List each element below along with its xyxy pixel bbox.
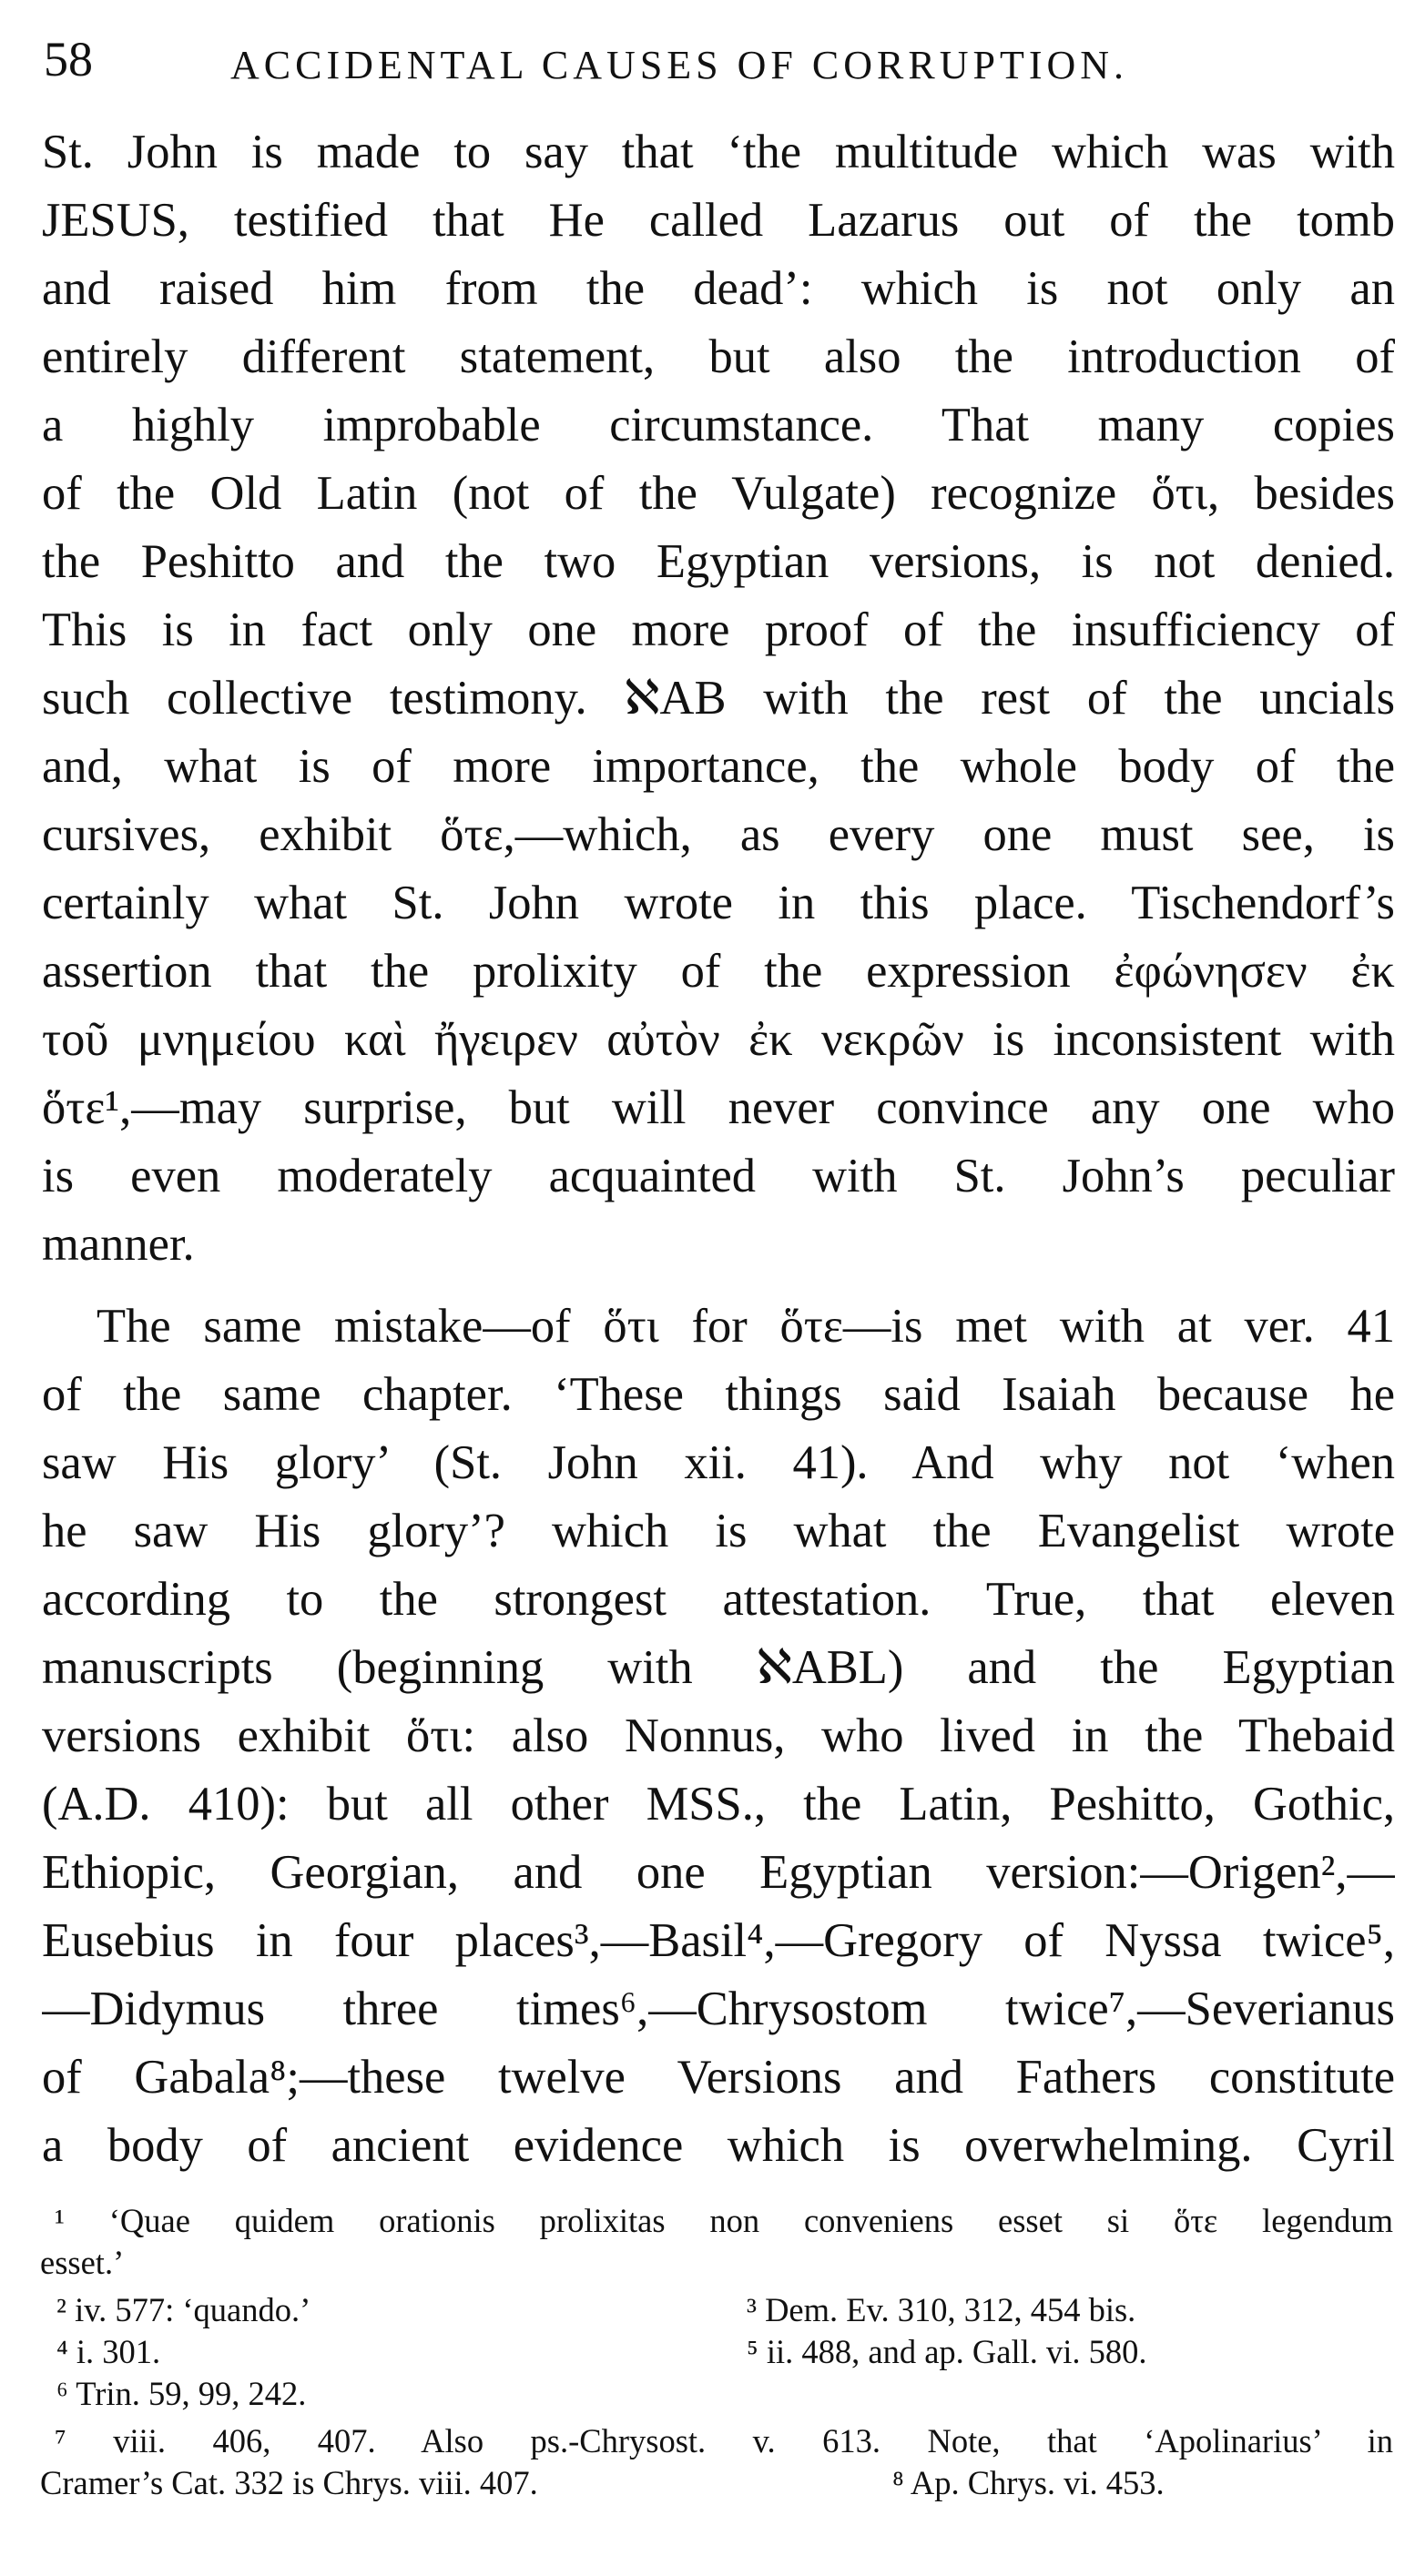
- footnote-3: ³ Dem. Ev. 310, 312, 454 bis.: [747, 2291, 1136, 2328]
- body-line: St. John is made to say that ‘the multitude which was with: [42, 126, 1395, 178]
- body-line: of Gabala⁸;—these twelve Versions and Fathers constitute: [42, 2051, 1395, 2104]
- body-line: assertion that the prolixity of the expression ἐφώνησεν ἐκ: [42, 945, 1395, 998]
- body-line: ὅτε¹,—may surprise, but will never convince any one who: [42, 1081, 1395, 1134]
- body-line: is even moderately acquainted with St. John’s peculiar: [42, 1150, 1395, 1202]
- footnote-1-continued: esset.’: [40, 2244, 125, 2281]
- body-line: according to the strongest attestation. True, that eleven: [42, 1573, 1395, 1626]
- footnote-5: ⁵ ii. 488, and ap. Gall. vi. 580.: [747, 2333, 1147, 2370]
- body-line: and, what is of more importance, the whole body of the: [42, 740, 1395, 793]
- page-header: [44, 20, 1391, 102]
- body-line: a body of ancient evidence which is overwhelming. Cyril: [42, 2119, 1395, 2172]
- body-line: Eusebius in four places³,—Basil⁴,—Gregory of Nyssa twice⁵,: [42, 1914, 1395, 1967]
- footnote-2: ² iv. 577: ‘quando.’: [56, 2291, 311, 2328]
- body-line: —Didymus three times⁶,—Chrysostom twice⁷,—Severianus: [42, 1983, 1395, 2035]
- footnote-6: ⁶ Trin. 59, 99, 242.: [56, 2375, 307, 2412]
- body-line: cursives, exhibit ὅτε,—which, as every one must see, is: [42, 808, 1395, 861]
- page-number: 58: [44, 32, 93, 86]
- body-line: (A.D. 410): but all other MSS., the Latin, Peshitto, Gothic,: [42, 1778, 1395, 1831]
- body-line: saw His glory’ (St. John xii. 41). And why not ‘when: [42, 1436, 1395, 1489]
- footnote-1: ¹ ‘Quae quidem orationis prolixitas non conveniens esset si ὅτε legendum: [55, 2202, 1393, 2239]
- body-line: and raised him from the dead’: which is not only an: [42, 262, 1395, 315]
- footnote-4: ⁴ i. 301.: [56, 2333, 161, 2370]
- body-line: of the Old Latin (not of the Vulgate) recognize ὅτι, besides: [42, 467, 1395, 520]
- body-line: such collective testimony. ℵAB with the rest of the uncials: [42, 672, 1395, 725]
- body-line: The same mistake—of ὅτι for ὅτε—is met with at ver. 41: [97, 1300, 1395, 1353]
- body-line: JESUS, testified that He called Lazarus out of the tomb: [42, 194, 1395, 247]
- body-line: τοῦ μνημείου καὶ ἤγειρεν αὐτὸν ἐκ νεκρῶν is inconsistent with: [42, 1013, 1395, 1066]
- body-line: manner.: [42, 1218, 195, 1271]
- body-line: manuscripts (beginning with ℵABL) and the Egyptian: [42, 1641, 1395, 1694]
- body-line: entirely different statement, but also the introduction of: [42, 330, 1395, 383]
- body-line: versions exhibit ὅτι: also Nonnus, who lived in the Thebaid: [42, 1709, 1395, 1762]
- body-line: he saw His glory’? which is what the Evangelist wrote: [42, 1505, 1395, 1557]
- body-line: certainly what St. John wrote in this place. Tischendorf’s: [42, 877, 1395, 929]
- body-line: the Peshitto and the two Egyptian versions, is not denied.: [42, 535, 1395, 588]
- body-line: This is in fact only one more proof of the insufficiency of: [42, 603, 1395, 656]
- body-line: Ethiopic, Georgian, and one Egyptian version:—Origen²,—: [42, 1846, 1395, 1899]
- body-line: a highly improbable circumstance. That many copies: [42, 399, 1395, 451]
- footnote-7-continued: Cramer’s Cat. 332 is Chrys. viii. 407.: [40, 2464, 538, 2501]
- footnote-7: ⁷ viii. 406, 407. Also ps.-Chrysost. v. 613. Note, that ‘Apolinarius’ in: [55, 2422, 1393, 2459]
- footnote-8: ⁸ Ap. Chrys. vi. 453.: [892, 2464, 1165, 2501]
- body-line: of the same chapter. ‘These things said Isaiah because he: [42, 1368, 1395, 1421]
- running-title: ACCIDENTAL CAUSES OF CORRUPTION.: [230, 43, 1129, 87]
